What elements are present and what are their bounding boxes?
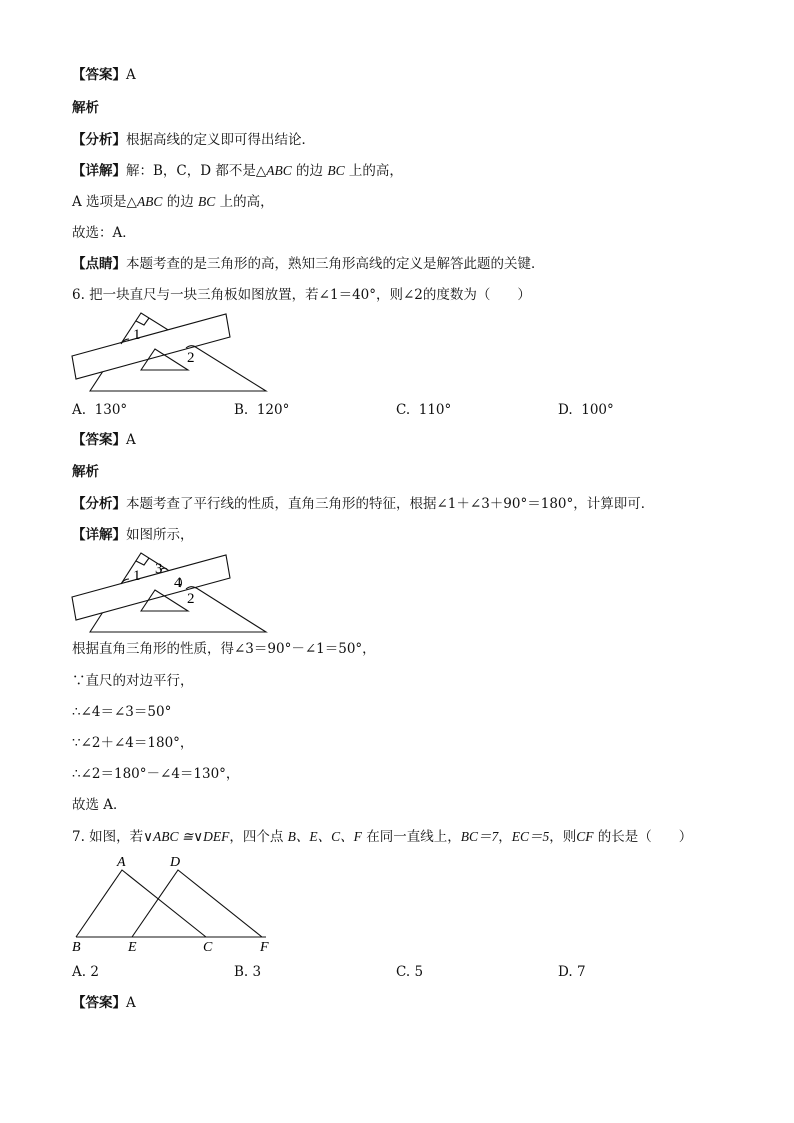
xiangjie-tag: 【详解】 <box>72 163 126 179</box>
q7-label-b: B <box>72 940 81 955</box>
q7-stem-text: ， <box>498 829 512 845</box>
q6-stem: 6. 把一块直尺与一块三角板如图放置，若∠1＝40°，则∠2的度数为（ ） <box>72 287 531 303</box>
line2-text: A 选项是△ <box>72 194 137 210</box>
q7-stem-text: ，四个点 <box>229 829 288 845</box>
q7-cf: CF <box>576 829 594 844</box>
q7-option-d <box>558 963 586 981</box>
math-abc: ABC <box>136 194 163 209</box>
option-text: 7 <box>576 964 586 980</box>
q7-label-e: E <box>128 940 137 955</box>
q7-ec-eq: EC＝5 <box>511 829 550 844</box>
q7-triangle-def <box>132 870 262 937</box>
q6-step3: ∴∠4＝∠3＝50° <box>72 704 172 720</box>
xiangjie-text: 的边 <box>291 163 328 179</box>
option-label: D. <box>558 964 573 980</box>
option-label: A. <box>72 402 87 418</box>
option-text: 130° <box>94 402 128 418</box>
option-label: A. <box>72 964 87 980</box>
q6-analysis-heading: 解析 <box>72 464 99 480</box>
option-label: C. <box>396 402 411 418</box>
q7-label-f: F <box>260 940 269 955</box>
option-text: 120° <box>256 402 290 418</box>
option-label: B. <box>234 402 249 418</box>
q6-angle2-label: 2 <box>187 350 195 366</box>
q7-label-a: A <box>117 855 126 870</box>
line2-text: 上的高， <box>215 194 274 210</box>
option-text: 2 <box>90 964 99 980</box>
q7-option-a <box>72 963 99 981</box>
q7-stem-text: 的长是（ ） <box>593 829 693 845</box>
q6-step1: 根据直角三角形的性质，得∠3＝90°－∠1＝50°， <box>72 641 376 657</box>
q6-angle1-label: 1 <box>133 327 141 343</box>
answer-tag: 【答案】 <box>72 432 126 448</box>
fenxi-tag: 【分析】 <box>72 496 126 512</box>
math-bc: BC <box>198 194 216 209</box>
option-text: 3 <box>252 964 262 980</box>
analysis-heading: 解析 <box>72 100 99 116</box>
q6-step5: ∴∠2＝180°－∠4＝130°， <box>72 766 240 782</box>
option-text: 100° <box>581 402 614 418</box>
q7-congruence: ∨ABC ≅∨DEF <box>143 829 230 844</box>
xiangjie-tag: 【详解】 <box>72 527 126 543</box>
q7-option-c <box>396 963 423 981</box>
q6s-angle4-label: 4 <box>174 575 182 591</box>
fenxi-text: 根据高线的定义即可得出结论． <box>126 132 315 148</box>
q7-label-d: D <box>170 855 181 870</box>
option-label: D. <box>558 402 573 418</box>
q7-bc-eq: BC＝7 <box>460 829 499 844</box>
q7-triangle-abc <box>76 870 206 937</box>
xiangjie-text: 解：B，C，D 都不是△ <box>126 163 267 179</box>
option-text: 110° <box>418 402 452 418</box>
dianjing-text: 本题考查的是三角形的高，熟知三角形高线的定义是解答此题的关键． <box>126 256 545 272</box>
answer-value: A <box>126 995 136 1011</box>
q6-choose: 故选 A． <box>72 797 127 813</box>
q6-step2: ∵直尺的对边平行， <box>72 673 194 689</box>
q7-stem-text: 7. 如图，若 <box>72 829 144 845</box>
dianjing-tag: 【点睛】 <box>72 256 126 272</box>
answer-value: A <box>126 67 136 83</box>
q7-points: B、E、C、F <box>287 829 362 844</box>
q6s-angle1-label: 1 <box>133 568 141 584</box>
q7-answer-line <box>72 994 136 1012</box>
q7-stem-text: ，则 <box>549 829 577 845</box>
fenxi-text: 本题考查了平行线的性质，直角三角形的特征，根据∠1＋∠3＋90°＝180°，计算即可． <box>126 496 655 512</box>
q7-stem-text: 在同一直线上， <box>361 829 461 845</box>
fenxi-tag: 【分析】 <box>72 132 126 148</box>
xiangjie-text: 如图所示， <box>126 527 194 543</box>
answer-value: A <box>126 432 136 448</box>
math-bc: BC <box>327 163 345 178</box>
q7-label-c: C <box>203 940 213 955</box>
option-text: 5 <box>414 964 424 980</box>
line2-text: 的边 <box>162 194 199 210</box>
q6s-angle3-label: 3 <box>155 561 163 577</box>
q6s-angle2-label: 2 <box>187 591 195 607</box>
math-abc: ABC <box>266 163 292 178</box>
q6-step4: ∵∠2＋∠4＝180°， <box>72 735 194 751</box>
option-label: C. <box>396 964 411 980</box>
answer-tag: 【答案】 <box>72 67 126 83</box>
answer-tag: 【答案】 <box>72 995 126 1011</box>
xiangjie-text: 上的高， <box>344 163 403 179</box>
q7-option-b <box>234 963 261 981</box>
prev-choose: 故选：A． <box>72 225 136 241</box>
option-label: B. <box>234 964 249 980</box>
